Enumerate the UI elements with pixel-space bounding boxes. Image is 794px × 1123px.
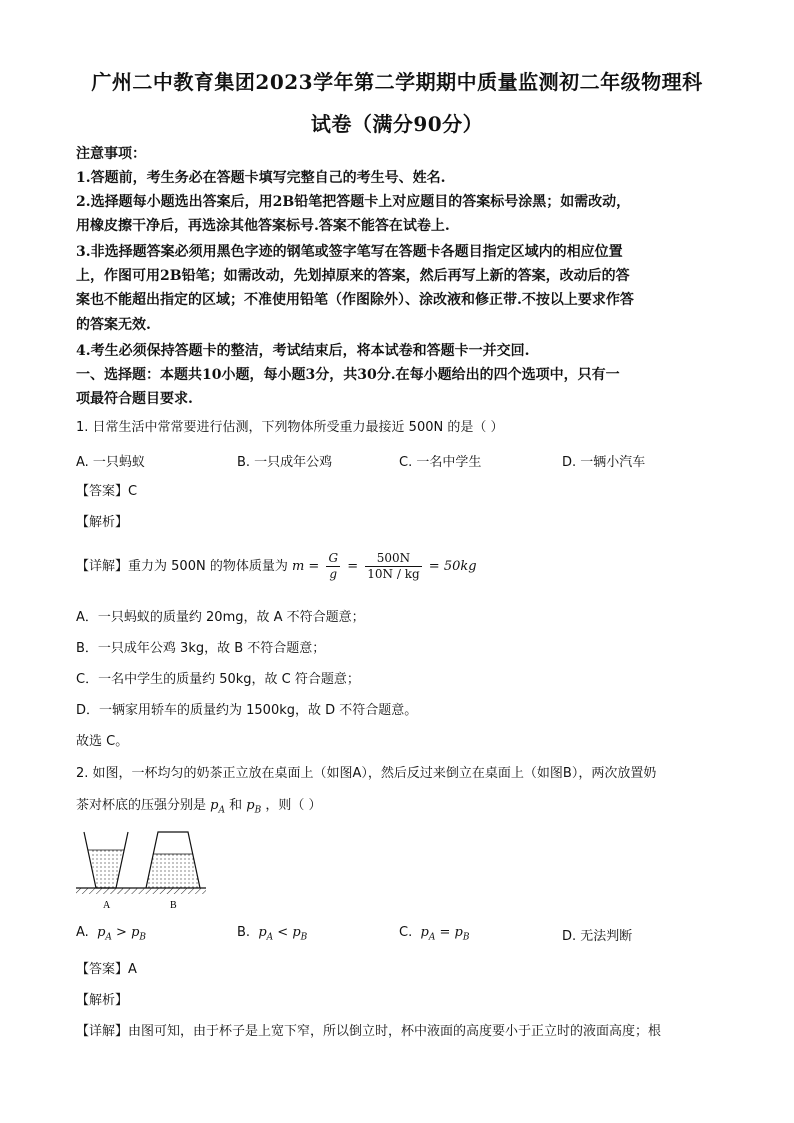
q2-answer: A <box>128 962 137 977</box>
q1-option-a: A. 一只蚂蚁 <box>76 455 145 470</box>
notice-item-2a: 2.选择题每小题选出答案后，用2B铅笔把答题卡上对应题目的答案标号涂黑；如需改动， <box>76 194 631 210</box>
notice-heading: 注意事项： <box>76 146 146 162</box>
formula-frac1 <box>326 551 340 582</box>
cups-figure <box>76 822 216 914</box>
q2-option-b: B. $p_A < p_B$ <box>237 925 308 943</box>
q2-answer-label: 【答案】 <box>76 962 129 977</box>
q2-analysis-label: 【解析】 <box>76 993 129 1008</box>
q1-explain-b: B．一只成年公鸡 3kg，故 B 不符合题意； <box>76 641 326 656</box>
section1-heading-b: 项最符合题目要求. <box>76 391 193 407</box>
q2-option-c: C. $p_A = p_B$ <box>399 925 470 943</box>
q2-detail-text: 由图可知，由于杯子是上宽下窄，所以倒立时，杯中液面的高度要小于正立时的液面高度；根 <box>128 1024 662 1039</box>
q1-analysis-label: 【解析】 <box>76 515 129 530</box>
q1-explain-d: D．一辆家用轿车的质量约为 1500kg，故 D 不符合题意。 <box>76 703 418 718</box>
q1-conclusion: 故选 C。 <box>76 734 129 749</box>
formula-num1: G <box>328 551 339 565</box>
exam-title-line2: 试卷（满分90分） <box>310 112 484 136</box>
formula-eq: = <box>347 559 359 574</box>
notice-item-4: 4.考生必须保持答题卡的整洁，考试结束后，将本试卷和答题卡一并交回. <box>76 343 530 359</box>
q2-answer-row <box>76 960 726 980</box>
q1-formula <box>291 551 477 581</box>
notice-item-1: 1.答题前，考生务必在答题卡填写完整自己的考生号、姓名. <box>76 170 446 186</box>
fig-label-b: B <box>170 900 177 911</box>
table-surface <box>76 888 206 894</box>
exam-title-line1: 广州二中教育集团2023学年第二学期期中质量监测初二年级物理科 <box>91 70 703 94</box>
formula-rhs: = 50kg <box>428 559 477 574</box>
q1-detail-row <box>76 551 726 583</box>
formula-frac2 <box>365 551 421 582</box>
q2-option-d: D. 无法判断 <box>562 929 633 944</box>
q1-answer-row <box>76 482 726 502</box>
cup-a <box>84 832 128 888</box>
q1-answer: C <box>128 484 138 499</box>
q2-stem-b <box>76 796 726 821</box>
q1-stem: 1. 日常生活中常常要进行估测，下列物体所受重力最接近 500N 的是（ ） <box>76 420 504 435</box>
q1-explain-a: A．一只蚂蚁的质量约 20mg，故 A 不符合题意； <box>76 610 365 625</box>
q2-stem-b-2: ，则（ ） <box>265 798 322 813</box>
q2-detail-row <box>76 1022 726 1042</box>
notice-item-3a: 3.非选择题答案必须用黑色字迹的钢笔或签字笔写在答题卡各题目指定区域内的相应位置 <box>76 244 623 260</box>
notice-item-3b: 上，作图可用2B铅笔；如需改动，先划掉原来的答案，然后再写上新的答案，改动后的答 <box>76 268 630 284</box>
fig-label-a: A <box>103 900 111 911</box>
formula-den1: g <box>329 567 338 581</box>
q1-option-c: C. 一名中学生 <box>399 455 482 470</box>
q1-option-b: B. 一只成年公鸡 <box>237 455 333 470</box>
q1-option-d: D. 一辆小汽车 <box>562 455 646 470</box>
formula-den2: 10N / kg <box>367 567 420 581</box>
q2-stem-a: 2. 如图，一杯均匀的奶茶正立放在桌面上（如图A），然后反过来倒立在桌面上（如图B），两次放置奶 <box>76 766 657 781</box>
q2-option-a: A. $p_A > p_B$ <box>76 925 147 943</box>
q1-explain-c: C．一名中学生的质量约 50kg，故 C 符合题意； <box>76 672 360 687</box>
q2-stem-and: 和 <box>229 798 243 813</box>
q1-detail-label: 【详解】 <box>76 559 129 574</box>
q2-pb: $p_B$ <box>246 798 262 816</box>
q1-answer-label: 【答案】 <box>76 484 129 499</box>
cup-b <box>146 832 200 888</box>
q2-detail-label: 【详解】 <box>76 1024 129 1039</box>
notice-item-3d: 的答案无效. <box>76 317 151 333</box>
section1-heading-a: 一、选择题：本题共10小题，每小题3分，共30分.在每小题给出的四个选项中，只有一 <box>76 367 620 383</box>
q2-stem-b-1: 茶对杯底的压强分别是 <box>76 798 207 813</box>
q2-pa: $p_A$ <box>210 798 225 816</box>
notice-item-2b: 用橡皮擦干净后，再选涂其他答案标号.答案不能答在试卷上. <box>76 218 450 234</box>
q1-detail-text: 重力为 500N 的物体质量为 <box>128 559 288 574</box>
notice-item-3c: 案也不能超出指定的区域；不准使用铅笔（作图除外）、涂改液和修正带.不按以上要求作答 <box>76 292 634 308</box>
formula-lhs: m = <box>291 559 320 574</box>
formula-num2: 500N <box>365 551 421 567</box>
